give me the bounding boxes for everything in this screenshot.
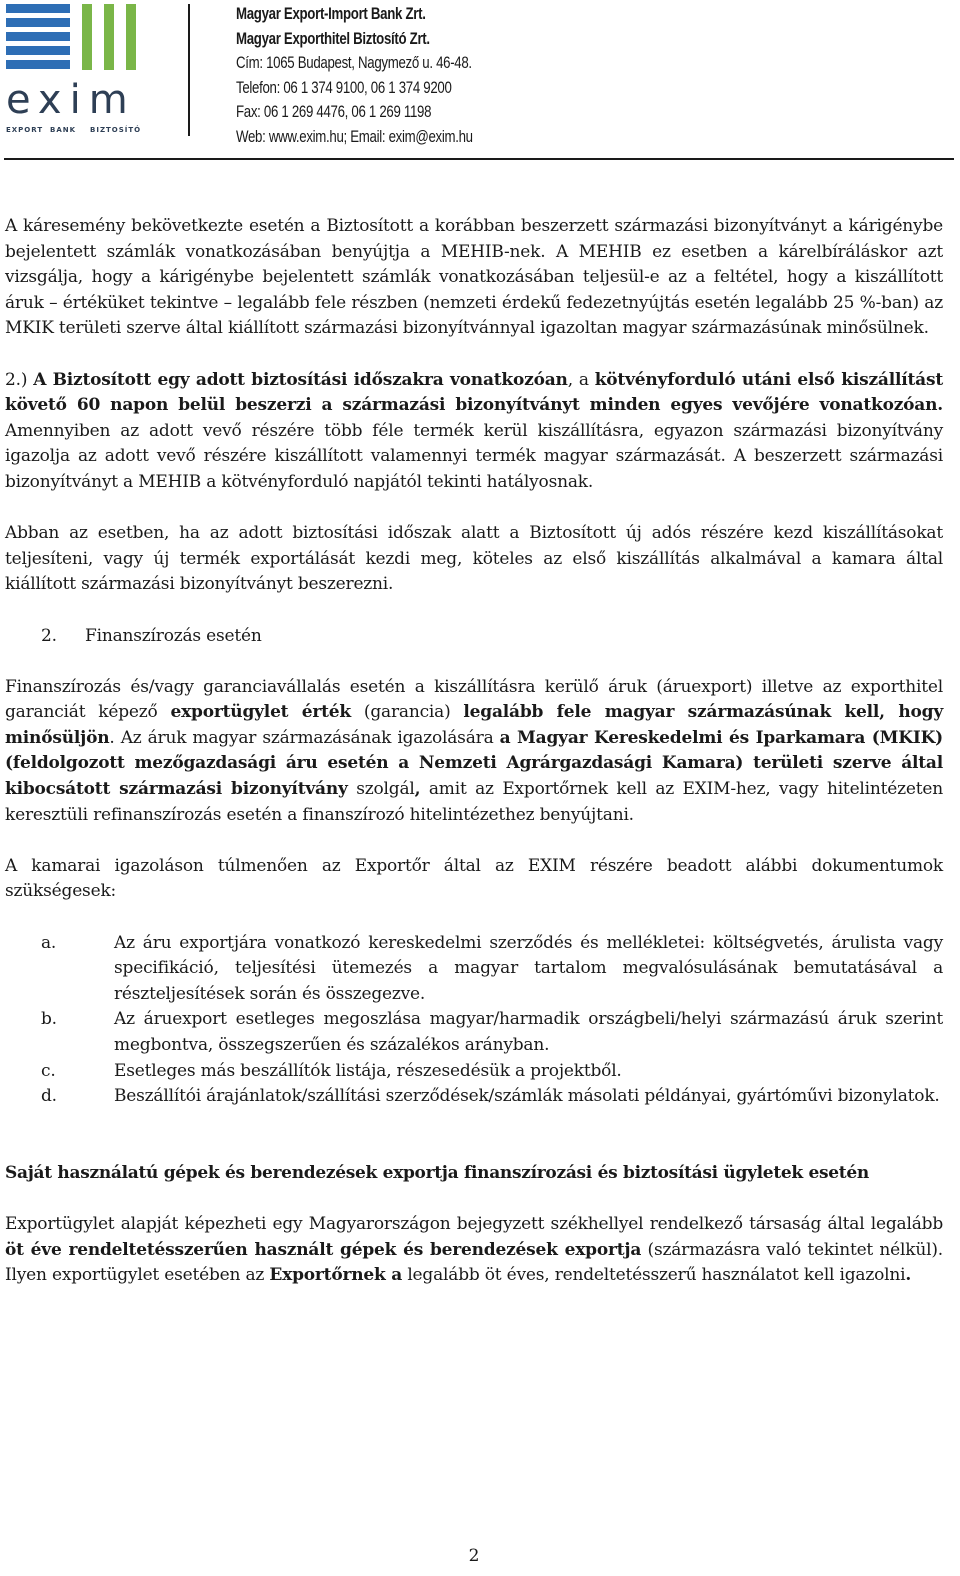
header-divider	[188, 4, 190, 136]
spacer	[5, 1135, 943, 1161]
contact-block	[236, 2, 473, 149]
logo-green-bar	[104, 4, 114, 70]
logo-blue-bar	[6, 60, 70, 69]
company-name-2: Magyar Exporthitel Biztosító Zrt.	[236, 28, 430, 48]
page-number: 2	[468, 1546, 480, 1566]
web-email-line: Web: www.exim.hu; Email: exim@exim.hu	[236, 126, 473, 146]
exim-logo	[6, 4, 146, 136]
letterhead	[0, 0, 960, 162]
list-item: d. Beszállítói árajánlatok/szállítási szerződések/számlák másolati példányai, gyártóművi bizonylatok.	[41, 1086, 940, 1107]
section-heading-financing: 2. Finanszírozás esetén	[41, 625, 262, 646]
logo-blue-bar	[6, 46, 70, 55]
logo-blue-bar	[6, 32, 70, 41]
paragraph-used-machinery: Exportügylet alapját képezheti egy Magyarországon bejegyzett székhellyel rendelkező társaság által legalább öt éve rendeltetésszerűen használt gépek és berendezések exportja (származásra való tekintet nélkül). Ilyen exportügylet esetében az Exportőrnek a legalább öt éves, rendeltetésszerű használatot kell igazolni.	[5, 1214, 943, 1286]
paragraph-new-debtor: Abban az esetben, ha az adott biztosítási időszak alatt a Biztosított új adós részére kezd kiszállításokat teljesíteni, vagy új termék exportálását kezdi meg, köteles az első kiszállítás alkalmával a kamara által kiállított származási bizonyítványt beszerezni.	[5, 523, 943, 595]
document-body	[5, 214, 943, 1315]
logo-green-bar	[126, 4, 136, 70]
logo-green-bar	[82, 4, 92, 70]
logo-blue-bar	[6, 4, 70, 13]
logo-wordmark: exim	[6, 77, 136, 123]
documents-list	[5, 931, 943, 1110]
phone-line: Telefon: 06 1 374 9100, 06 1 374 9200	[236, 77, 452, 97]
paragraph-insured: 2.) A Biztosított egy adott biztosítási időszakra vonatkozóan, a kötvényforduló utáni első kiszállítást követő 60 napon belül beszerzi a származási bizonyítványt minden egyes vevőjére vonatkozóan. Amennyiben az adott vevő részére több féle termék kerül kiszállításra, egyazon származási bizonyítvány igazolja az adott vevő részére kiszállított valamennyi termék magyar származását. A beszerzett származási bizonyítványt a MEHIB a kötvényforduló napjától tekinti hatályosnak.	[5, 369, 943, 492]
address-line: Cím: 1065 Budapest, Nagymező u. 46-48.	[236, 53, 472, 72]
company-name-1: Magyar Export-Import Bank Zrt.	[236, 4, 426, 23]
fax-line: Fax: 06 1 269 4476, 06 1 269 1198	[236, 102, 432, 121]
list-item: c. Esetleges más beszállítók listája, részesedésük a projektből.	[41, 1060, 622, 1081]
header-rule	[4, 158, 954, 160]
logo-blue-bar	[6, 18, 70, 27]
paragraph-claim: A káresemény bekövetkezte esetén a Biztosított a korábban beszerzett származási bizonyítványt a kárigénybe bejelentett számlák vonatkozásában benyújtja a MEHIB-nek. A MEHIB ez esetben a kárelbíráláskor azt vizsgálja, hogy a kárigénybe bejelentett számlák vonatkozásában teljesül-e az a feltétel, hogy a kiszállított áruk – értéküket tekintve – legalább fele részben (nemzeti érdekű fedezetnyújtás esetén legalább 25 %-ban) az MKIK területi szerve által kiállított származási bizonyítvánnyal igazoltan magyar származásúnak minősülnek.	[5, 216, 943, 339]
paragraph-financing: Finanszírozás és/vagy garanciavállalás esetén a kiszállításra kerülő áruk (áruexport) illetve az exporthitel garanciát képező exportügylet érték (garancia) legalább fele magyar származásúnak kell, hogy minősüljön. Az áruk magyar származásának igazolására a Magyar Kereskedelmi és Iparkamara (MKIK) (feldolgozott mezőgazdasági áru esetén a Nemzeti Agrárgazdasági Kamara) területi szerve által kibocsátott származási bizonyítvány szolgál, amit az Exportőrnek kell az EXIM-hez, vagy hitelintézeten keresztüli refinanszírozás esetén a finanszírozó hitelintézethez benyújtani.	[5, 676, 943, 825]
paragraph-documents: A kamarai igazoláson túlmenően az Exportőr által az EXIM részére beadott alábbi dokumentumok szükségesek:	[5, 855, 943, 902]
logo-subtitle: EXPORT BANK BIZTOSÍTÓ	[6, 126, 142, 134]
section-title-used-machinery: Saját használatú gépek és berendezések exportja finanszírozási és biztosítási ügyletek esetén	[5, 1162, 869, 1183]
list-item: b. Az áruexport esetleges megoszlása magyar/harmadik országbeli/helyi származású áruk szerint megbontva, összegszerűen és százalékos arányban.	[41, 1009, 943, 1055]
list-item: a. Az áru exportjára vonatkozó kereskedelmi szerződés és mellékletei: költségvetés, árulista vagy specifikáció, teljesítési ütemezés a magyar tartalom megvalósulásának bemutatásával a részteljesítések során és összegezve.	[41, 932, 943, 1004]
